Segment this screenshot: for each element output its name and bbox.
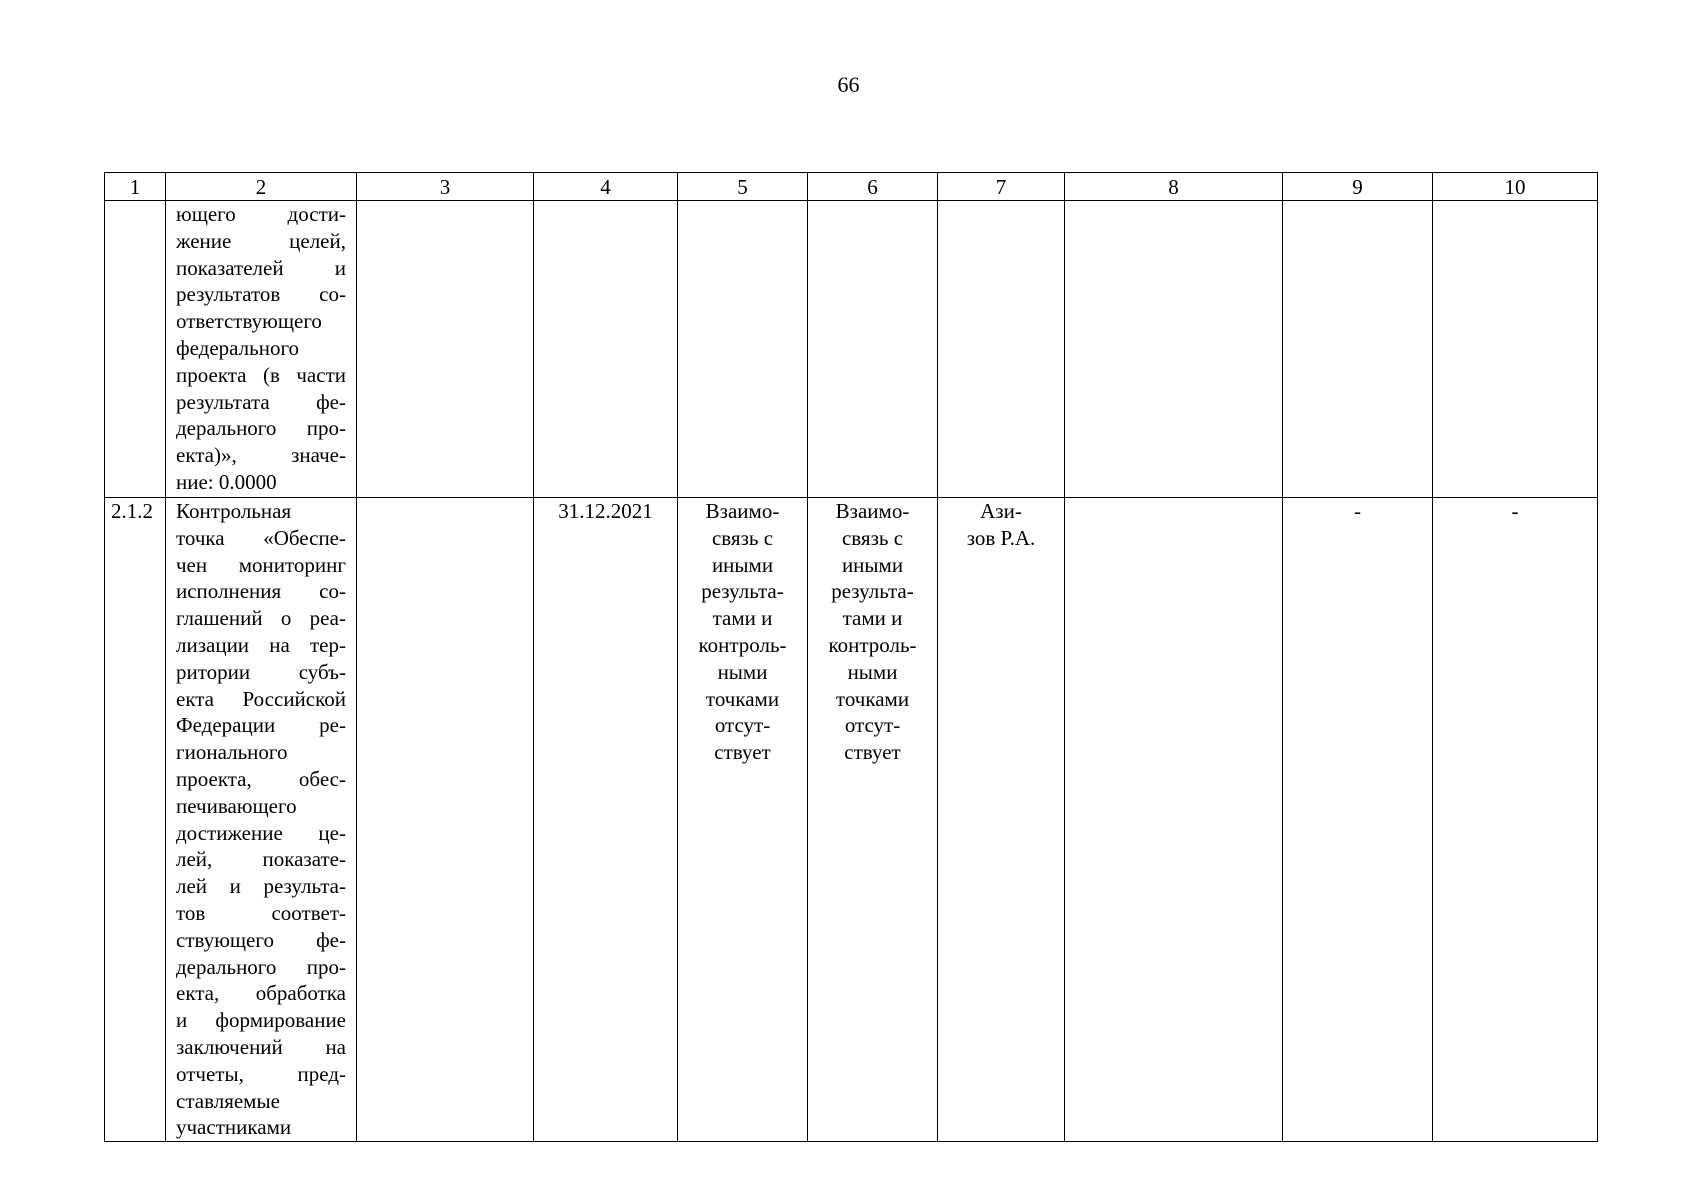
row-number-cell: 2.1.2 bbox=[105, 498, 166, 1142]
column-header: 7 bbox=[938, 173, 1065, 201]
document-table bbox=[104, 172, 1598, 1142]
description-line: Федерации ре- bbox=[176, 713, 346, 738]
description-cell bbox=[166, 498, 357, 1142]
relation-line: ными bbox=[717, 659, 768, 684]
relation-line: тами и bbox=[842, 606, 903, 631]
table-row bbox=[105, 498, 1598, 1142]
description-line: чен мониторинг bbox=[176, 552, 346, 577]
description-line: жение целей, bbox=[176, 228, 346, 253]
description-line: лизации на тер- bbox=[176, 632, 346, 657]
responsible-line: Ази- bbox=[980, 499, 1022, 523]
description-line: и формирование bbox=[176, 1008, 346, 1033]
column-header: 5 bbox=[678, 173, 808, 201]
description-line: лей и результа- bbox=[176, 874, 346, 899]
relation-line: ными bbox=[847, 659, 898, 684]
table-cell bbox=[678, 201, 808, 498]
table-cell: - bbox=[1433, 498, 1598, 1142]
description-line: ставляемые bbox=[176, 1088, 280, 1113]
table-cell: - bbox=[1283, 498, 1433, 1142]
description-line: гионального bbox=[176, 740, 288, 765]
description-line: екта)», значе- bbox=[176, 443, 346, 468]
relation-line: связь с bbox=[841, 525, 904, 550]
description-line: глашений о реа- bbox=[176, 606, 346, 631]
table-header-row bbox=[105, 173, 1598, 201]
description-line: печивающего bbox=[176, 793, 297, 818]
column-header: 3 bbox=[357, 173, 534, 201]
table-cell bbox=[938, 201, 1065, 498]
column-header: 9 bbox=[1283, 173, 1433, 201]
description-line: показателей и bbox=[176, 255, 346, 280]
description-line: дерального про- bbox=[176, 954, 346, 979]
description-line: достижение це- bbox=[176, 820, 346, 845]
description-cell bbox=[166, 201, 357, 498]
column-header: 6 bbox=[808, 173, 938, 201]
table-cell bbox=[357, 201, 534, 498]
description-line: ответствующего bbox=[176, 309, 322, 334]
description-line: заключений на bbox=[176, 1034, 346, 1059]
relation-line: контроль- bbox=[698, 632, 787, 657]
description-line: екта Российской bbox=[176, 686, 346, 711]
relation-line: отсут- bbox=[714, 713, 771, 738]
column-header: 10 bbox=[1433, 173, 1598, 201]
description-line: проекта (в части bbox=[176, 362, 346, 387]
description-line: ствующего фе- bbox=[176, 927, 346, 952]
date-cell bbox=[534, 201, 678, 498]
page-number: 66 bbox=[837, 72, 860, 97]
table-cell bbox=[357, 498, 534, 1142]
relation-line: результа- bbox=[701, 579, 784, 604]
table-row bbox=[105, 201, 1598, 498]
description-line: тов соответ- bbox=[176, 900, 346, 925]
column-header: 8 bbox=[1065, 173, 1283, 201]
description-line: Контрольная bbox=[176, 499, 292, 523]
relation-line: тами и bbox=[712, 606, 773, 631]
description-line: результата фе- bbox=[176, 389, 346, 414]
relation-cell bbox=[808, 498, 938, 1142]
table-cell bbox=[1065, 498, 1283, 1142]
relation-line: ствует bbox=[714, 740, 771, 765]
relation-line: иными bbox=[711, 552, 774, 577]
table-cell bbox=[808, 201, 938, 498]
relation-line: ствует bbox=[844, 740, 901, 765]
description-line: федерального bbox=[176, 335, 300, 360]
column-header: 4 bbox=[534, 173, 678, 201]
table-cell bbox=[1065, 201, 1283, 498]
column-header: 1 bbox=[105, 173, 166, 201]
relation-line: иными bbox=[841, 552, 904, 577]
responsible-line: зов Р.А. bbox=[966, 525, 1036, 550]
description-line: участниками bbox=[176, 1115, 292, 1140]
description-line: ние: 0.0000 bbox=[176, 469, 277, 494]
table-cell bbox=[1433, 201, 1598, 498]
relation-line: результа- bbox=[831, 579, 914, 604]
relation-line: отсут- bbox=[844, 713, 901, 738]
relation-line: связь с bbox=[711, 525, 774, 550]
date-cell: 31.12.2021 bbox=[534, 498, 678, 1142]
relation-line: Взаимо- bbox=[835, 499, 910, 523]
description-line: ритории субъ- bbox=[176, 659, 346, 684]
description-line: ющего дости- bbox=[176, 202, 346, 226]
relation-line: точками bbox=[705, 686, 780, 711]
description-line: точка «Обеспе- bbox=[176, 525, 346, 550]
column-header: 2 bbox=[166, 173, 357, 201]
description-line: исполнения со- bbox=[176, 579, 346, 604]
description-line: лей, показате- bbox=[176, 847, 346, 872]
relation-cell bbox=[678, 498, 808, 1142]
description-line: екта, обработка bbox=[176, 981, 346, 1006]
description-line: результатов со- bbox=[176, 282, 346, 307]
row-number-cell bbox=[105, 201, 166, 498]
responsible-cell bbox=[938, 498, 1065, 1142]
relation-line: контроль- bbox=[828, 632, 917, 657]
description-line: дерального про- bbox=[176, 416, 346, 441]
table-cell bbox=[1283, 201, 1433, 498]
description-line: проекта, обес- bbox=[176, 766, 346, 791]
description-line: отчеты, пред- bbox=[176, 1061, 346, 1086]
relation-line: точками bbox=[835, 686, 910, 711]
relation-line: Взаимо- bbox=[705, 499, 780, 523]
